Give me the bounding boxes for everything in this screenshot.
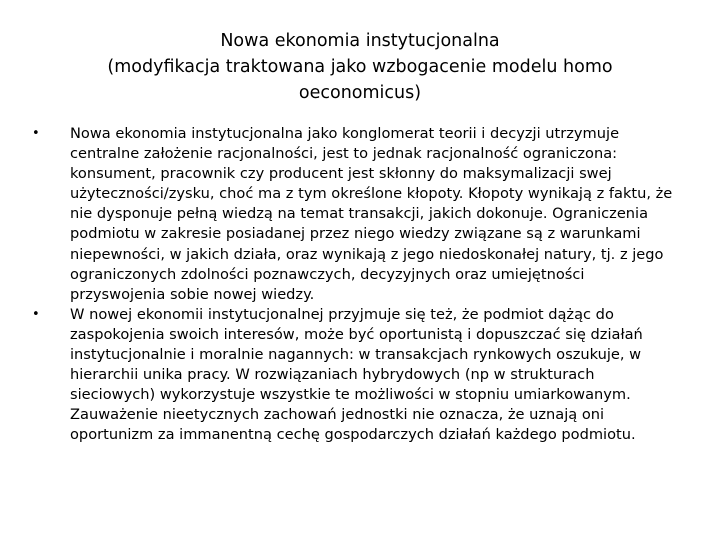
slide-title — [60, 28, 660, 106]
title-line-2: (modyfikacja traktowana jako wzbogacenie modelu homo — [107, 57, 613, 77]
bullet-text: W nowej ekonomii instytucjonalnej przyjmuje się też, że podmiot dążąc do zaspokojenia swoich interesów, może być oportunistą i dopuszczać się działań instytucjonalnie i moralnie nagannych: w transakcjach rynkowych oszukuje, w hierarchii unika pracy. W rozwiązaniach hybrydowych (np w strukturach sieciowych) wykorzystuje wszystkie te możliwości w stopniu umiarkowanym. Zauważenie nieetycznych zachowań jednostki nie oznacza, że uznają oni oportunizm za immanentną cechę gospodarczych działań każdego podmiotu. — [70, 305, 643, 444]
bullet-dot-icon: • — [32, 306, 40, 322]
bullet-item-rationality — [32, 124, 682, 305]
title-line-3: oeconomicus) — [298, 83, 422, 103]
bullet-list — [32, 124, 682, 446]
bullet-text: Nowa ekonomia instytucjonalna jako konglomerat teorii i decyzji utrzymuje centralne założenie racjonalności, jest to jednak racjonalność ograniczona: konsument, pracownik czy producent jest skłonny do maksymalizacji swej użyteczności/zysku, choć ma z tym określone kłopoty. Kłopoty wynikają z faktu, że nie dysponuje pełną wiedzą na temat transakcji, jakich dokonuje. Ograniczenia podmiotu w zakresie posiadanej przez niego wiedzy związane są z warunkami niepewności, w jakich działa, oraz wynikają z jego niedoskonałej natury, tj. z jego ograniczonych zdolności poznawczych, decyzyjnych oraz umiejętności przyswojenia sobie nowej wiedzy. — [70, 125, 673, 303]
bullet-item-opportunism — [32, 305, 682, 446]
title-line-1: Nowa ekonomia instytucjonalna — [220, 31, 500, 51]
bullet-dot-icon: • — [32, 126, 40, 141]
